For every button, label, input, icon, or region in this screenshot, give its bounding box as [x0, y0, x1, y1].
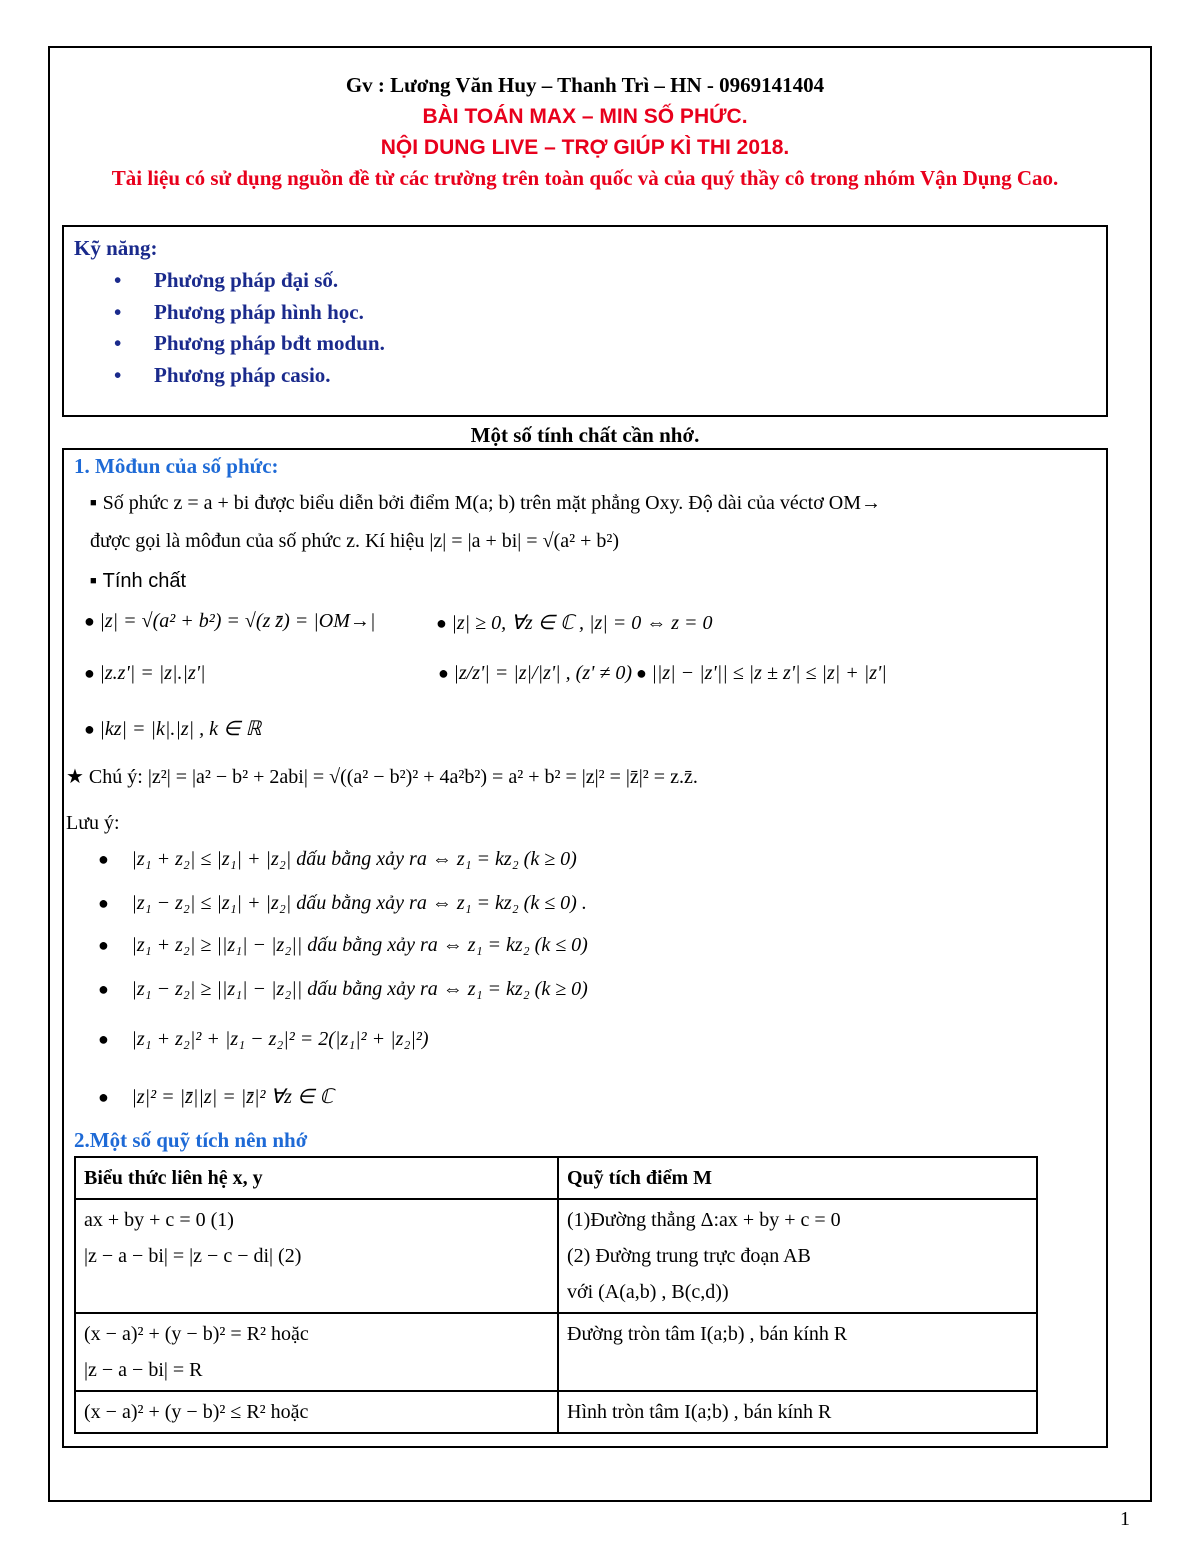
bullet-icon: ● [98, 935, 132, 955]
formula-item: ● |kz| = |k|.|z| , k ∈ ℝ [84, 718, 262, 740]
bullet-icon: ● [98, 893, 132, 913]
locus-heading: 2.Một số quỹ tích nên nhớ [74, 1128, 308, 1152]
formula-item: ● |z/z'| = |z|/|z'| , (z' ≠ 0) [438, 662, 633, 684]
table-row [75, 1313, 1037, 1391]
table-header-row [75, 1157, 1037, 1199]
expr-line: |z − a − bi| = R [84, 1359, 203, 1381]
expr-line: ax + by + c = 0 (1) [84, 1209, 234, 1231]
title-line-2: NỘI DUNG LIVE – TRỢ GIÚP KÌ THI 2018. [380, 136, 790, 159]
properties-heading: Một số tính chất cần nhớ. [470, 423, 700, 447]
skill-item: • Phương pháp đại số. [114, 265, 1096, 297]
remark-item: ● |z₁ − z₂| ≤ |z₁| + |z₂| dấu bằng xảy ra ⇔ z₁ = kz₂ (k ≤ 0) . [98, 892, 587, 914]
locus-line: Đường tròn tâm I(a;b) , bán kính R [567, 1323, 848, 1345]
formula-item: ● |z.z'| = |z|.|z'| [84, 662, 206, 684]
skills-box [62, 225, 1108, 417]
bullet-icon: ● [436, 613, 452, 633]
bullet-icon: ● [438, 663, 454, 683]
source-note: Tài liệu có sử dụng nguồn đề từ các trường trên toàn quốc và của quý thầy cô trong nhóm Vận Dụng Cao. [111, 166, 1059, 190]
column-header: Quỹ tích điểm M [558, 1157, 1037, 1199]
bullet-icon: ● [636, 663, 652, 683]
expr-cell [75, 1199, 558, 1313]
remark-item: ● |z₁ − z₂| ≥ ||z₁| − |z₂|| dấu bằng xảy ra ⇔ z₁ = kz₂ (k ≥ 0) [98, 978, 588, 1000]
note-line: ★ Chú ý: |z²| = |a² − b² + 2abi| = √((a² − b²)² + 4a²b²) = a² + b² = |z|² = |z̄|² = z.z̄. [66, 766, 698, 788]
expr-line: (x − a)² + (y − b)² = R² hoặc [84, 1323, 309, 1345]
modulus-definition-line1: ■ Số phức z = a + bi được biểu diễn bởi điểm M(a; b) trên mặt phẳng Oxy. Độ dài của véctơ OM→ [90, 492, 882, 514]
bullet-icon: ● [98, 849, 132, 869]
remark-item: ● |z₁ + z₂| ≤ |z₁| + |z₂| dấu bằng xảy ra ⇔ z₁ = kz₂ (k ≥ 0) [98, 848, 577, 870]
square-bullet-icon: ■ [90, 575, 97, 587]
modulus-heading: 1. Môđun của số phức: [74, 454, 279, 478]
properties-label: ■ Tính chất [90, 570, 187, 592]
skill-item: • Phương pháp bđt modun. [114, 328, 1096, 360]
modulus-definition-line2: được gọi là môđun của số phức z. Kí hiệu |z| = |a + bi| = √(a² + b²) [90, 530, 620, 552]
skills-list [74, 265, 1096, 391]
locus-cell [558, 1391, 1037, 1433]
locus-line: với (A(a,b) , B(c,d)) [567, 1281, 729, 1303]
expr-cell [75, 1391, 558, 1433]
formula-item: ● ||z| − |z'|| ≤ |z ± z'| ≤ |z| + |z'| [636, 662, 887, 684]
locus-cell [558, 1313, 1037, 1391]
bullet-icon: ● [84, 719, 100, 739]
table-row [75, 1199, 1037, 1313]
expr-cell [75, 1313, 558, 1391]
properties-box [62, 448, 1108, 1448]
bullet-icon: ● [98, 979, 132, 999]
locus-table [74, 1156, 1038, 1434]
bullet-icon: ● [84, 663, 100, 683]
document-header [62, 70, 1108, 194]
locus-line: (1)Đường thẳng Δ:ax + by + c = 0 [567, 1209, 841, 1231]
page-number: 1 [1120, 1508, 1130, 1530]
locus-line: Hình tròn tâm I(a;b) , bán kính R [567, 1401, 832, 1423]
locus-line: (2) Đường trung trực đoạn AB [567, 1245, 811, 1267]
remark-item: ● |z₁ + z₂|² + |z₁ − z₂|² = 2(|z₁|² + |z₂|²) [98, 1028, 429, 1050]
locus-cell [558, 1199, 1037, 1313]
expr-line: (x − a)² + (y − b)² ≤ R² hoặc [84, 1401, 309, 1423]
bullet-icon: ● [98, 1087, 132, 1107]
remark-item: ● |z|² = |z̄||z| = |z̄|² ∀z ∈ ℂ [98, 1086, 334, 1108]
expr-line: |z − a − bi| = |z − c − di| (2) [84, 1245, 302, 1267]
title-line-1: BÀI TOÁN MAX – MIN SỐ PHỨC. [422, 105, 748, 128]
skill-item: • Phương pháp hình học. [114, 297, 1096, 329]
table-row [75, 1391, 1037, 1433]
remark-item: ● |z₁ + z₂| ≥ ||z₁| − |z₂|| dấu bằng xảy ra ⇔ z₁ = kz₂ (k ≤ 0) [98, 934, 588, 956]
column-header: Biểu thức liên hệ x, y [75, 1157, 558, 1199]
skill-item: • Phương pháp casio. [114, 360, 1096, 392]
formula-item: ● |z| = √(a² + b²) = √(z z̄) = |OM→| [84, 610, 376, 632]
remark-label: Lưu ý: [66, 812, 120, 834]
bullet-icon: ● [84, 611, 100, 631]
author-line: Gv : Lương Văn Huy – Thanh Trì – HN - 0969141404 [345, 73, 825, 97]
skills-heading: Kỹ năng: [74, 236, 158, 260]
bullet-icon: ● [98, 1029, 132, 1049]
formula-item: ● |z| ≥ 0, ∀z ∈ ℂ , |z| = 0 ⇔ z = 0 [436, 612, 713, 634]
square-bullet-icon: ■ [90, 497, 97, 509]
